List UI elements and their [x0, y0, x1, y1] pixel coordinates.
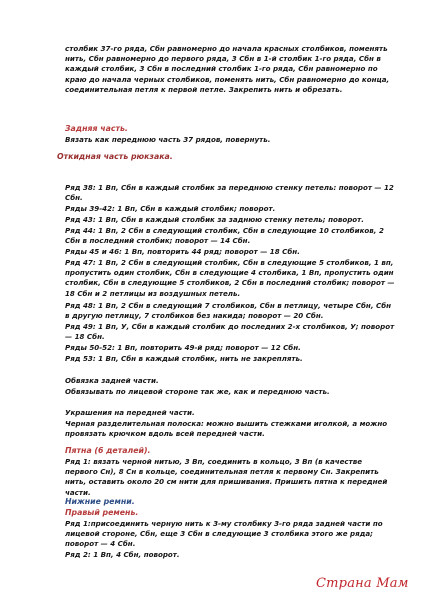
- row-43: Ряд 43: 1 Вп, Сбн в каждый столбик за заднюю стенку петель; поворот.: [65, 215, 364, 224]
- row-53: Ряд 53: 1 Вп, Сбн в каждый столбик, нить не закреплять.: [65, 354, 303, 363]
- edging-text: Обвязывать по лицевой стороне так же, как и переднюю часть.: [65, 387, 330, 396]
- spots-row-1: Ряд 1: вязать черной нитью, 3 Вп, соединить в кольцо, 3 Вп (в качестве первого Сн), 8 Сн в кольце, соединительная петля к первому Сн. Закрепить нить, оставить около 20 см нити для пришивания. Пришить пятна к передней части.: [65, 457, 388, 497]
- rows-45-46: Ряды 45 и 46: 1 Вп, повторить 44 ряд; поворот — 18 Сбн.: [65, 247, 300, 256]
- strap-row-1: Ряд 1:присоединить черную нить к 3-му столбику 3-го ряда задней части по лицевой стороне, Сбн, еще 3 Сбн в следующие 3 столбика этого же ряда; поворот — 4 Сбн.: [65, 519, 383, 549]
- rows-39-42: Ряды 39-42: 1 Вп, Сбн в каждый столбик; поворот.: [65, 204, 276, 213]
- intro-paragraph: столбик 37-го ряда, Сбн равномерно до начала красных столбиков, поменять нить, Сбн равномерно до первого ряда, 3 Сбн в 1-й столбик 1-го ряда, Сбн в каждый столбик, 3 Сбн в последний столбик 1-го ряда, Сбн равномерно по краю до начала черных столбиков, поменять нить, Сбн равномерно до конца, соединительная петля к первой петле. Закрепить нить и обрезать.: [65, 44, 390, 94]
- back-part-text: Вязать как переднюю часть 37 рядов, повернуть.: [65, 135, 271, 144]
- row-44: Ряд 44: 1 Вп, 2 Сбн в следующий столбик, Сбн в следующие 10 столбиков, 2 Сбн в последний столбик; поворот — 14 Сбн.: [65, 226, 384, 246]
- strap-row-2: Ряд 2: 1 Вп, 4 Сбн, поворот.: [65, 550, 180, 559]
- rows-50-52: Ряды 50-52: 1 Вп, повторить 49-й ряд; поворот — 12 Сбн.: [65, 343, 301, 352]
- watermark-logo: Страна Мам: [316, 576, 409, 591]
- decor-text: Черная разделительная полоска: можно вышить стежками иголкой, а можно провязать крючком вдоль всей передней части.: [65, 419, 388, 439]
- spots-heading: Пятна (6 деталей).: [65, 446, 151, 455]
- row-47: Ряд 47: 1 Вп, 2 Сбн в следующий столбик, Сбн в следующие 5 столбиков, 1 вп, пропустить один столбик, Сбн в следующие 4 столбика, 1 Вп, пропустить один столбик, Сбн в следующие 5 столбиков, 2 Сбн в последний столбик; поворот — 18 Сбн и 2 петлицы из воздушных петель.: [65, 258, 395, 298]
- row-38: Ряд 38: 1 Вп, Сбн в каждый столбик за переднюю стенку петель: поворот — 12 Сбн.: [65, 183, 394, 203]
- decor-heading: Украшения на передней части.: [65, 408, 195, 417]
- flap-heading: Откидная часть рюкзака.: [57, 152, 173, 161]
- straps-heading: Нижние ремни.: [65, 497, 135, 506]
- back-part-heading: Задняя часть.: [65, 124, 128, 133]
- edging-heading: Обвязка задней части.: [65, 376, 159, 385]
- right-strap-heading: Правый ремень.: [65, 508, 139, 517]
- row-48: Ряд 48: 1 Вп, 2 Сбн в следующий 7 столбиков, Сбн в петлицу, четыре Сбн, Сбн в другую петлицу, 7 столбиков без накида; поворот — 20 Сбн.: [65, 301, 392, 321]
- row-49: Ряд 49: 1 Вп, У, Сбн в каждый столбик до последних 2-х столбиков, У; поворот — 18 Сбн.: [65, 322, 395, 342]
